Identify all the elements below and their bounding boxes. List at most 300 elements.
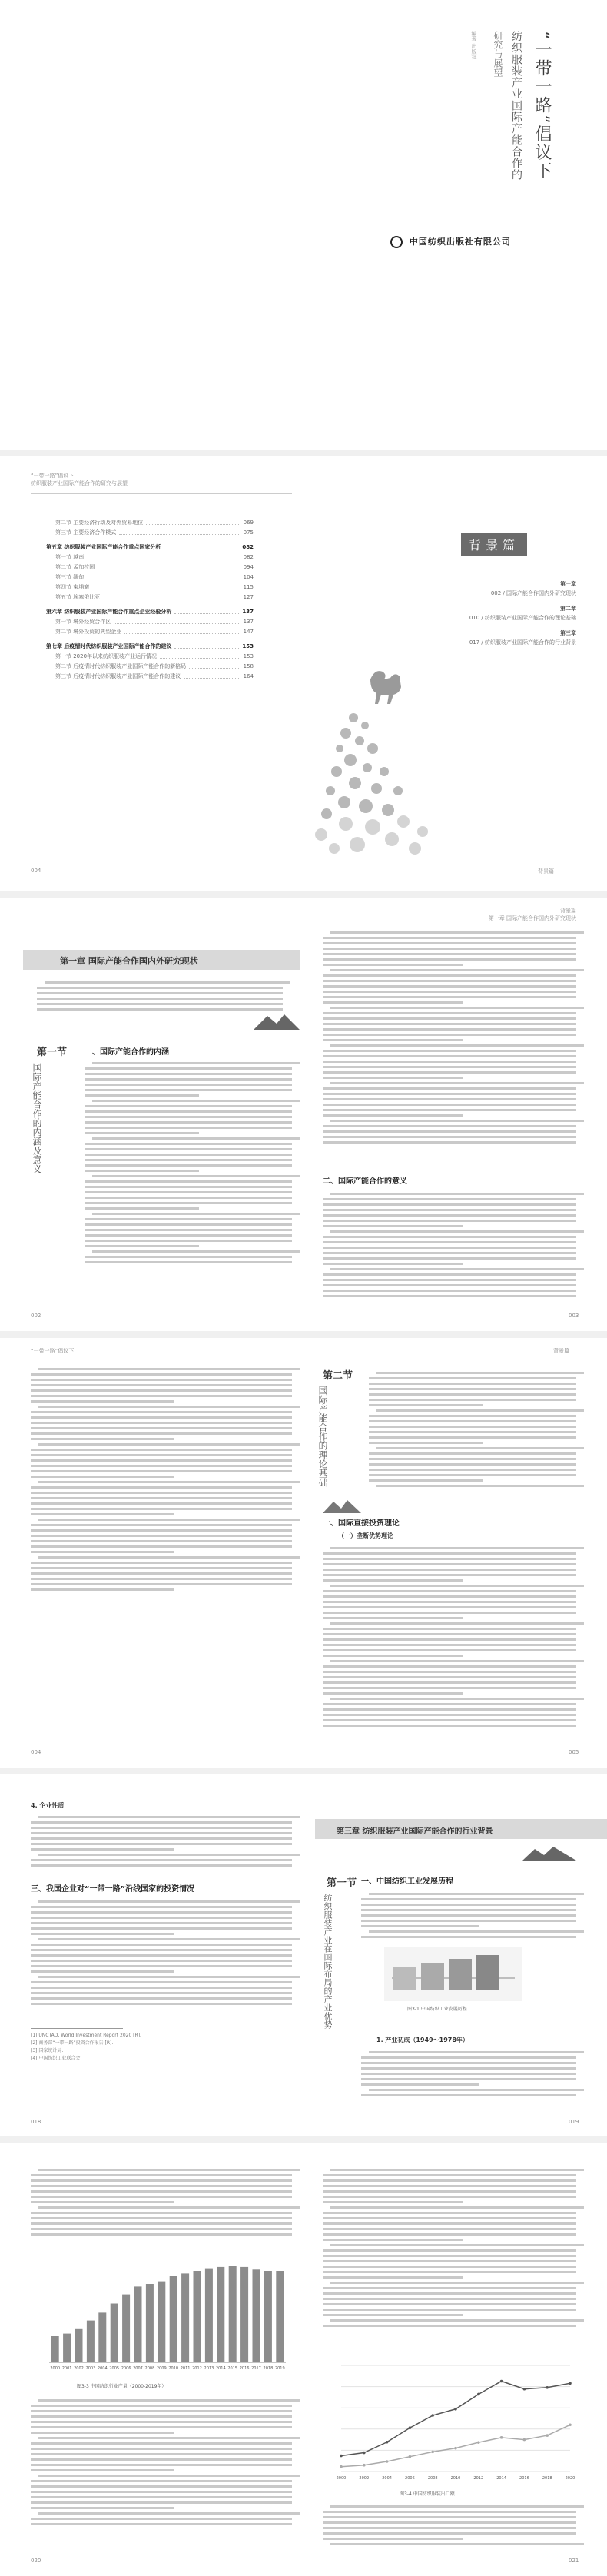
text-line: [31, 2518, 292, 2520]
text-line: [323, 1023, 576, 1025]
toc-entry-page: 137: [242, 609, 254, 615]
text-line: [37, 987, 283, 989]
text-line: [323, 1034, 576, 1036]
text-line: [85, 1229, 292, 1231]
toc-page-number: 004: [31, 868, 41, 874]
text-line: [323, 1552, 576, 1555]
toc-entry[interactable]: [46, 652, 254, 662]
text-line: [323, 1071, 576, 1074]
text-line: [31, 1954, 292, 1957]
text-line: [31, 2410, 292, 2412]
text-line: [31, 1395, 292, 1397]
data-point: [569, 2423, 572, 2426]
text-line: [323, 1606, 576, 1608]
toc-entry[interactable]: [46, 672, 254, 682]
bar: [111, 2304, 118, 2363]
text-line: [323, 2298, 576, 2300]
x-tick-label: 2009: [156, 2366, 167, 2371]
text-line: [85, 1186, 292, 1188]
text-line: [38, 2475, 300, 2477]
text-line: [323, 1665, 576, 1668]
toc-leader: [87, 573, 240, 579]
text-line: [31, 1864, 292, 1867]
x-tick-label: 2016: [239, 2366, 250, 2371]
text-line: [323, 1241, 576, 1243]
text-line: [85, 1261, 292, 1263]
text-line: [323, 1055, 576, 1057]
toc-entry[interactable]: [46, 518, 254, 528]
toc-running-title: “一带一路”倡议下: [31, 473, 75, 479]
toc-leader: [87, 553, 240, 559]
text-line: [31, 2415, 292, 2418]
toc-entry[interactable]: [46, 607, 254, 617]
data-point: [523, 2388, 526, 2391]
text-line: [323, 2212, 576, 2214]
chapter1-spread: [0, 898, 607, 1331]
text-line: [323, 2532, 576, 2535]
chapter3-band: [315, 1819, 607, 1839]
toc-entry-page: 075: [243, 529, 254, 536]
text-line: [92, 1100, 300, 1102]
text-line: [31, 1524, 292, 1526]
text-line: [38, 1556, 300, 1559]
publisher-emblem-icon: [390, 236, 403, 248]
text-line: [323, 2325, 576, 2327]
bar: [240, 2267, 248, 2362]
text-line: [38, 1443, 300, 1446]
text-line: [323, 1563, 576, 1565]
text-line: [31, 1917, 292, 1919]
text-line: [323, 985, 576, 988]
x-tick-label: 2008: [144, 2366, 155, 2371]
bar: [193, 2271, 201, 2362]
bar: [229, 2266, 237, 2362]
text-line: [323, 1136, 576, 1138]
text-line: [31, 2507, 174, 2509]
bar: [252, 2269, 260, 2362]
text-line: [31, 1588, 174, 1591]
text-line: [330, 931, 584, 934]
heading-monopoly: （一）垄断优势理论: [338, 1532, 393, 1539]
text-line: [323, 2260, 576, 2262]
text-line: [323, 1104, 576, 1106]
text-line: [31, 1933, 174, 1935]
export-line-chart-svg: [323, 2358, 576, 2488]
x-tick-label: 2002: [74, 2366, 84, 2371]
x-tick-label: 2008: [427, 2476, 438, 2481]
text-line: [323, 2201, 463, 2203]
text-line: [323, 1039, 463, 1041]
text-line: [330, 2244, 584, 2246]
toc-entry-page: 104: [243, 574, 254, 580]
text-line: [85, 1132, 199, 1134]
text-line: [92, 1175, 300, 1177]
bar: [158, 2282, 165, 2362]
text-line: [31, 1476, 174, 1478]
text-line: [85, 1154, 292, 1156]
x-tick-label: 2014: [215, 2366, 226, 2371]
cover-subtitle: 纺织服装产业国际产能合作的: [510, 31, 522, 181]
toc-entry-label: 第一节 境外经贸合作区: [55, 619, 111, 625]
text-line: [323, 1569, 576, 1571]
camel-mosaic-illustration: [300, 656, 453, 856]
text-line: [323, 1061, 576, 1063]
text-line: [31, 1827, 292, 1829]
cover-subtitle-2: 研究与展望: [493, 31, 503, 77]
data-point: [431, 2451, 434, 2454]
text-line: [85, 1159, 292, 1161]
text-line: [330, 1230, 584, 1233]
toc-leader: [174, 607, 239, 614]
text-line: [369, 1930, 584, 1933]
chapter-1-title: 002 / 国际产能合作国内外研究现状: [490, 590, 576, 596]
text-line: [85, 1223, 292, 1226]
text-line: [31, 1567, 292, 1569]
ch1-page-left: 002: [31, 1313, 41, 1319]
x-tick-label: 2002: [359, 2476, 370, 2481]
text-line: [323, 1628, 576, 1630]
footnote: [3] 国家统计局.: [31, 2048, 64, 2053]
x-tick-label: 2019: [274, 2366, 285, 2371]
toc-entry-page: 158: [243, 663, 254, 669]
text-line: [38, 1976, 300, 1978]
production-bar-chart-svg: [31, 2250, 292, 2381]
text-line: [369, 1383, 576, 1385]
text-line: [323, 2538, 463, 2540]
text-line: [330, 1660, 584, 1662]
text-line: [323, 937, 576, 939]
text-line: [323, 964, 463, 966]
text-line: [323, 1714, 576, 1716]
text-line: [330, 969, 584, 971]
toc-entry[interactable]: [46, 553, 254, 563]
text-line: [323, 1077, 463, 1079]
toc-entry-label: 第五章 纺织服装产业国际产能合作重点国家分析: [46, 544, 161, 550]
x-tick-label: 2012: [192, 2366, 202, 2371]
toc-entry[interactable]: [46, 563, 254, 573]
text-line: [31, 1922, 292, 1924]
text-line: [31, 2185, 292, 2187]
text-line: [31, 2480, 292, 2482]
text-line: [85, 1073, 292, 1075]
toc-entry-page: 153: [242, 643, 254, 649]
x-tick-label: 2001: [61, 2366, 72, 2371]
text-line: [369, 1426, 576, 1428]
text-line: [369, 1420, 576, 1422]
publisher-logo: [390, 235, 511, 248]
text-line: [85, 1245, 199, 1247]
text-line: [31, 2174, 292, 2176]
text-line: [330, 1547, 584, 1549]
toc-entry[interactable]: [46, 627, 254, 637]
text-line: [323, 2314, 463, 2316]
section2-title: 第二节: [323, 1370, 353, 1382]
text-line: [31, 1513, 174, 1515]
toc-entry[interactable]: [46, 617, 254, 627]
mountain-icon: [522, 1845, 576, 1861]
x-tick-label: 2020: [565, 2476, 575, 2481]
text-line: [323, 1114, 463, 1117]
toc-entry[interactable]: [46, 573, 254, 583]
toc-entry[interactable]: [46, 662, 254, 672]
text-line: [38, 2206, 300, 2209]
text-line: [31, 2426, 292, 2428]
text-line: [31, 1497, 292, 1499]
toc-leader: [114, 617, 240, 624]
text-line: [85, 1256, 292, 1258]
chapter1-right-body-1: [323, 928, 576, 1147]
footnotes: [31, 2032, 292, 2063]
line-chart-caption: 图3-4 中国纺织服装出口额: [400, 2491, 455, 2497]
toc-entry-label: 第三节 后疫情时代纺织服装产业国际产能合作的建议: [55, 673, 181, 679]
ch1-running-chapter: 第一章 国际产能合作国内外研究现状: [488, 915, 576, 921]
text-line: [31, 2458, 292, 2461]
text-line: [31, 1400, 174, 1403]
text-line: [31, 1832, 292, 1834]
text-line: [323, 1590, 576, 1592]
text-line: [85, 1094, 199, 1097]
text-line: [330, 1082, 584, 1084]
mountain-icon: [323, 1499, 361, 1513]
text-line: [323, 1719, 576, 1721]
ch1-running-right: [400, 907, 576, 922]
text-line: [31, 1535, 292, 1537]
text-line: [31, 2432, 174, 2434]
text-line: [31, 2464, 292, 2466]
text-line: [323, 1066, 576, 1068]
text-line: [323, 1257, 576, 1260]
text-line: [31, 1583, 292, 1585]
x-tick-label: 2000: [336, 2476, 347, 2481]
text-line: [323, 1087, 576, 1090]
text-line: [31, 1848, 174, 1851]
text-line: [361, 2062, 576, 2064]
bar: [170, 2276, 177, 2362]
text-line: [31, 2453, 292, 2455]
text-line: [323, 948, 576, 950]
toc-entry[interactable]: [46, 543, 254, 553]
text-line: [323, 1247, 576, 1249]
timeline-caption: 图3-1 中国纺织工业发展历程: [407, 2007, 467, 2012]
x-tick-label: 2015: [227, 2366, 238, 2371]
data-point: [340, 2455, 343, 2458]
text-line: [31, 1970, 174, 1973]
text-line: [31, 1960, 292, 1962]
chapter2-left-body: [31, 1365, 292, 1594]
text-line: [330, 2169, 584, 2171]
text-line: [323, 2271, 576, 2273]
text-line: [323, 2196, 576, 2198]
text-line: [369, 1442, 483, 1444]
text-line: [31, 1373, 292, 1376]
toc-entry[interactable]: [46, 593, 254, 603]
text-line: [31, 1508, 292, 1510]
chapter3-right-body-2: [361, 2048, 576, 2100]
text-line: [31, 1438, 174, 1440]
text-line: [31, 1454, 292, 1456]
text-line: [323, 1612, 576, 1614]
text-line: [38, 1938, 300, 1940]
text-line: [330, 1698, 584, 1700]
toc-leader: [92, 583, 240, 589]
text-line: [85, 1116, 292, 1118]
data-point: [363, 2452, 366, 2455]
text-line: [369, 1399, 576, 1401]
bar: [75, 2329, 82, 2362]
text-line: [323, 974, 576, 977]
text-line: [85, 1197, 292, 1199]
chapter2-spread: [0, 1338, 607, 1768]
toc-entry[interactable]: [46, 528, 254, 538]
text-line: [361, 1920, 576, 1922]
last-right-body-2: [323, 2502, 576, 2548]
text-line: [369, 1415, 576, 1417]
ch3-page-left: 018: [31, 2119, 41, 2125]
bar: [122, 2295, 130, 2362]
text-line: [323, 2249, 576, 2252]
text-line: [85, 1240, 292, 1242]
series-line: [341, 2382, 570, 2456]
text-line: [38, 2437, 300, 2439]
text-line: [31, 1389, 292, 1392]
bar-chart-caption: 图3-3 中国纺织行业产量（2000-2019年）: [77, 2384, 167, 2389]
text-line: [323, 2179, 576, 2182]
text-line: [323, 1263, 463, 1265]
text-line: [369, 1893, 584, 1895]
text-line: [330, 1007, 584, 1009]
text-line: [31, 1981, 292, 1983]
text-line: [361, 2078, 576, 2080]
data-point: [454, 2447, 457, 2450]
text-line: [31, 2201, 174, 2203]
toc-entry-page: 069: [243, 520, 254, 526]
heading-enterprise-nature: 4. 企业性质: [31, 1802, 65, 1809]
text-line: [323, 1279, 576, 1281]
data-point: [500, 2436, 503, 2439]
toc-entry-label: 第一节 2020年以来纺织服装产业运行情况: [55, 653, 158, 659]
chapter1-band: [23, 950, 300, 970]
text-line: [323, 1198, 576, 1200]
text-line: [31, 1459, 292, 1462]
ch2-page-right: 005: [569, 1749, 579, 1755]
text-line: [85, 1078, 292, 1081]
toc-entry[interactable]: [46, 583, 254, 593]
text-line: [323, 1579, 463, 1582]
data-point: [431, 2414, 434, 2417]
ch2-running-left: “一带一路”倡议下: [31, 1348, 75, 1354]
chapter3-title: 第三章 纺织服装产业国际产能合作的行业背景: [337, 1827, 493, 1836]
text-line: [361, 2094, 576, 2096]
text-line: [323, 2303, 576, 2305]
x-tick-label: 2004: [97, 2366, 108, 2371]
cover-title: “一带一路”倡议下: [532, 31, 552, 181]
text-line: [92, 1250, 300, 1253]
text-line: [361, 2056, 576, 2059]
toc-entry-label: 第一节 越南: [55, 554, 85, 560]
text-line: [361, 1925, 479, 1927]
text-line: [361, 1909, 576, 1911]
text-line: [31, 1911, 292, 1914]
toc-entry-label: 第三节 主要经济合作模式: [55, 529, 117, 536]
text-line: [323, 991, 576, 993]
text-line: [85, 1180, 292, 1183]
text-line: [31, 1379, 292, 1381]
text-line: [38, 1368, 300, 1370]
text-line: [369, 2089, 584, 2091]
text-line: [323, 2222, 576, 2225]
text-line: [85, 1121, 292, 1124]
chapter3-right-body: [361, 1890, 576, 1941]
text-line: [330, 1044, 584, 1047]
text-line: [361, 1904, 576, 1906]
heading-significance: 二、国际产能合作的意义: [323, 1177, 407, 1186]
x-tick-label: 2017: [251, 2366, 261, 2371]
text-line: [369, 2051, 584, 2053]
text-line: [369, 1377, 576, 1379]
x-tick-label: 2004: [382, 2476, 392, 2481]
chapter2-right-body-2: [323, 1544, 576, 1730]
text-line: [31, 1411, 292, 1413]
text-line: [31, 1427, 292, 1429]
chapter-1-label: 第一章: [560, 581, 576, 587]
text-line: [323, 1601, 576, 1603]
text-line: [361, 2073, 576, 2075]
text-line: [323, 1633, 576, 1635]
bar: [264, 2271, 272, 2362]
text-line: [31, 2442, 292, 2445]
toc-entry-page: 164: [243, 673, 254, 679]
text-line: [323, 1595, 576, 1598]
toc-entry-label: 第二节 境外投资的典型企业: [55, 629, 122, 635]
text-line: [31, 2485, 292, 2488]
text-line: [361, 2067, 576, 2070]
text-line: [323, 1687, 576, 1689]
section3-vertical-title: 纺织服装产业在国际布局的产业优势: [323, 1894, 333, 2029]
data-point: [363, 2464, 366, 2467]
x-tick-label: 2006: [121, 2366, 131, 2371]
x-tick-label: 2005: [109, 2366, 120, 2371]
bar: [217, 2267, 224, 2362]
text-line: [323, 1671, 576, 1673]
text-line: [37, 1003, 283, 1005]
text-line: [31, 2179, 292, 2182]
text-line: [330, 1268, 584, 1270]
chapter3-left-body-2: [31, 1897, 292, 2008]
data-point: [454, 2408, 457, 2411]
section1-vertical-title: 国际产能合作的内涵及意义: [32, 1063, 42, 1173]
section2-vertical-title: 国际产能合作的理论基础: [317, 1386, 328, 1487]
text-line: [31, 1949, 292, 1951]
toc-running-header: [31, 472, 128, 487]
toc-entry-label: 第三节 缅甸: [55, 574, 85, 580]
x-tick-label: 2016: [519, 2476, 529, 2481]
ch2-page-left: 004: [31, 1749, 41, 1755]
toc-entry[interactable]: [46, 642, 254, 652]
text-line: [38, 1900, 300, 1903]
heading-fdi-theory: 一、国际直接投资理论: [323, 1519, 400, 1528]
heading-connotation: 一、国际产能合作的内涵: [85, 1048, 169, 1057]
bar: [63, 2334, 71, 2362]
text-line: [31, 2523, 292, 2525]
bar: [98, 2312, 106, 2362]
toc-entry-label: 第二节 主要经济行动及对外贸易地位: [55, 520, 144, 526]
x-tick-label: 2000: [50, 2366, 61, 2371]
text-line: [31, 2501, 292, 2504]
text-line: [323, 2185, 576, 2187]
footnote: [4] 中国纺织工业联合会.: [31, 2056, 82, 2061]
x-tick-label: 2011: [180, 2366, 191, 2371]
chapter-2-label: 第二章: [560, 606, 576, 612]
